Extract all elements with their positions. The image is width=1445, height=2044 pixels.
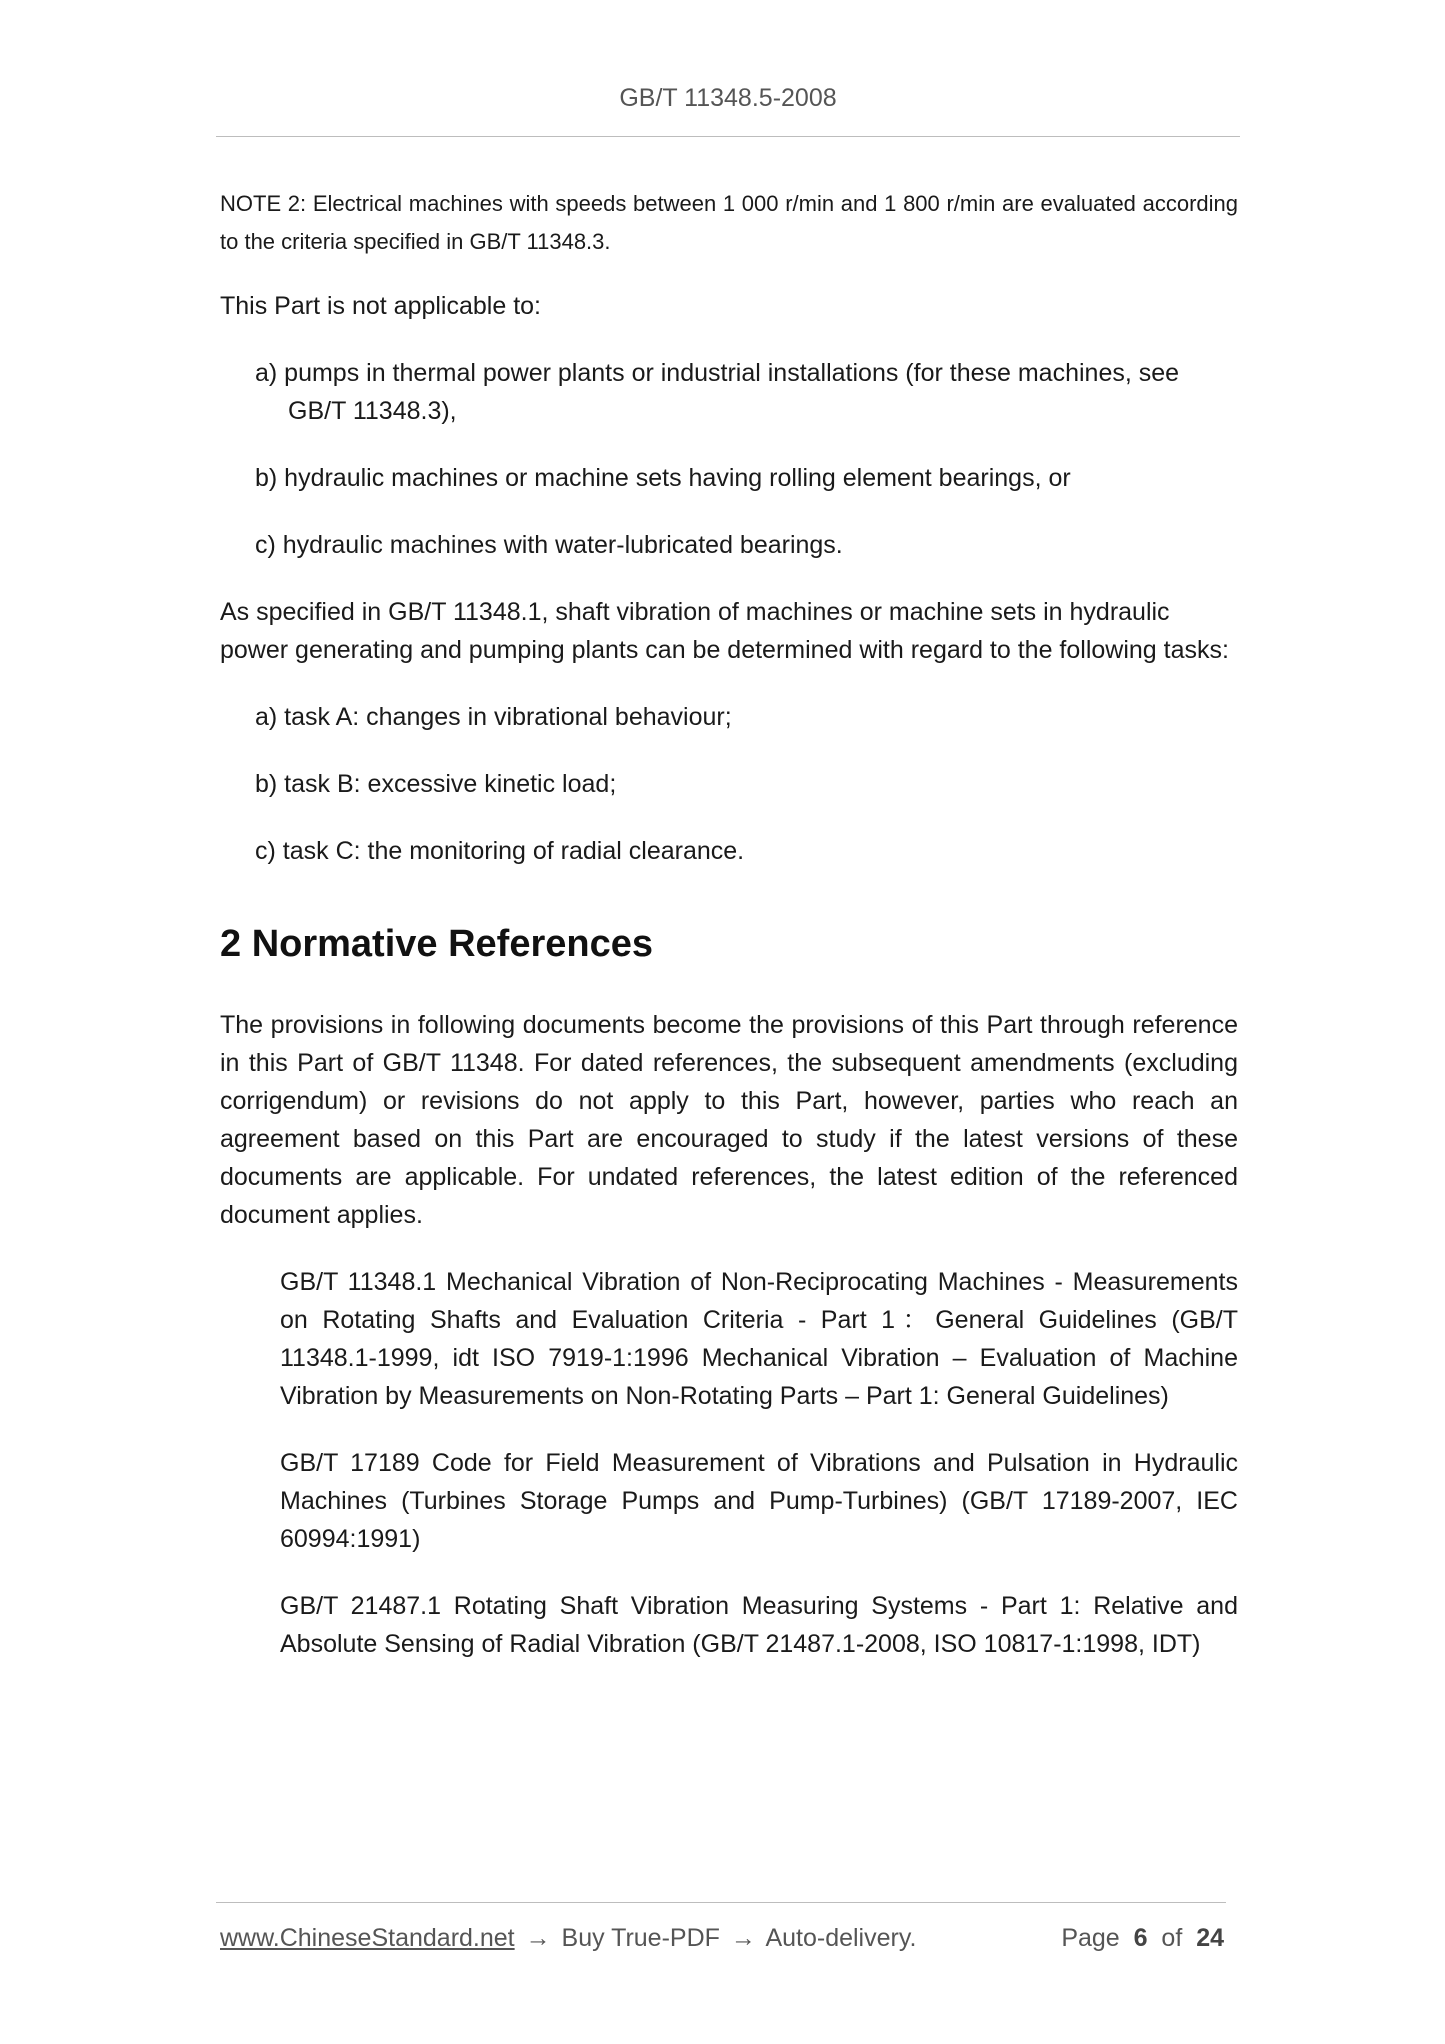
reference-item: GB/T 11348.1 Mechanical Vibration of Non-Reciprocating Machines - Measurements on Rotating Shafts and Evaluation Criteria - Part 1：General Guidelines (GB/T 11348.1-1999, idt ISO 7919-1:1996 Mechanical Vibration – Evaluation of Machine Vibration by Measurements on Non-Rotating Parts – Part 1: General Guidelines)	[280, 1268, 1238, 1410]
arrow-right-icon: →	[525, 1924, 551, 1952]
footer-divider	[216, 1902, 1226, 1903]
arrow-right-icon: →	[730, 1924, 756, 1952]
tasks-intro: As specified in GB/T 11348.1, shaft vibration of machines or machine sets in hydraulic power generating and pumping plants can be determined with regard to the following tasks:	[220, 598, 1229, 664]
not-applicable-item-b: b) hydraulic machines or machine sets having rolling element bearings, or	[255, 464, 1071, 492]
task-item-c: c) task C: the monitoring of radial clearance.	[255, 837, 745, 865]
site-link[interactable]: www.ChineseStandard.net	[220, 1924, 515, 1952]
page-total: 24	[1196, 1924, 1224, 1952]
task-item-b: b) task B: excessive kinetic load;	[255, 770, 617, 798]
page-number	[1061, 1924, 1224, 1953]
auto-delivery-text: Auto-delivery.	[765, 1924, 917, 1952]
not-applicable-item-a: a) pumps in thermal power plants or industrial installations (for these machines, see GB/T 11348.3),	[255, 359, 1180, 425]
reference-item: GB/T 17189 Code for Field Measurement of Vibrations and Pulsation in Hydraulic Machines (Turbines Storage Pumps and Pump-Turbines) (GB/T 17189-2007, IEC 60994:1991)	[280, 1449, 1238, 1553]
buy-true-pdf-text: Buy True-PDF	[561, 1924, 720, 1952]
note-2: NOTE 2: Electrical machines with speeds between 1 000 r/min and 1 800 r/min are evaluated according to the criteria specified in GB/T 11348.3.	[220, 191, 1238, 254]
reference-item: GB/T 21487.1 Rotating Shaft Vibration Measuring Systems - Part 1: Relative and Absolute Sensing of Radial Vibration (GB/T 21487.1-2008, ISO 10817-1:1998, IDT)	[280, 1592, 1238, 1658]
page-current: 6	[1133, 1924, 1148, 1952]
page-footer	[220, 1924, 1230, 1953]
page-of: of	[1161, 1924, 1183, 1952]
not-applicable-item-c: c) hydraulic machines with water-lubricated bearings.	[255, 531, 843, 559]
page-label: Page	[1061, 1924, 1120, 1952]
header-divider	[216, 136, 1240, 137]
page-header-doc-id: GB/T 11348.5-2008	[619, 84, 837, 112]
not-applicable-intro: This Part is not applicable to:	[220, 292, 541, 320]
normative-references-intro: The provisions in following documents become the provisions of this Part through reference in this Part of GB/T 11348. For dated references, the subsequent amendments (excluding corrigendum) or revisions do not apply to this Part, however, parties who reach an agreement based on this Part are encouraged to study if the latest versions of these documents are applicable. For undated references, the latest edition of the referenced document applies.	[220, 1011, 1238, 1229]
task-item-a: a) task A: changes in vibrational behaviour;	[255, 703, 732, 731]
section-heading-normative-references: 2 Normative References	[220, 923, 653, 965]
document-body	[220, 185, 1238, 1692]
